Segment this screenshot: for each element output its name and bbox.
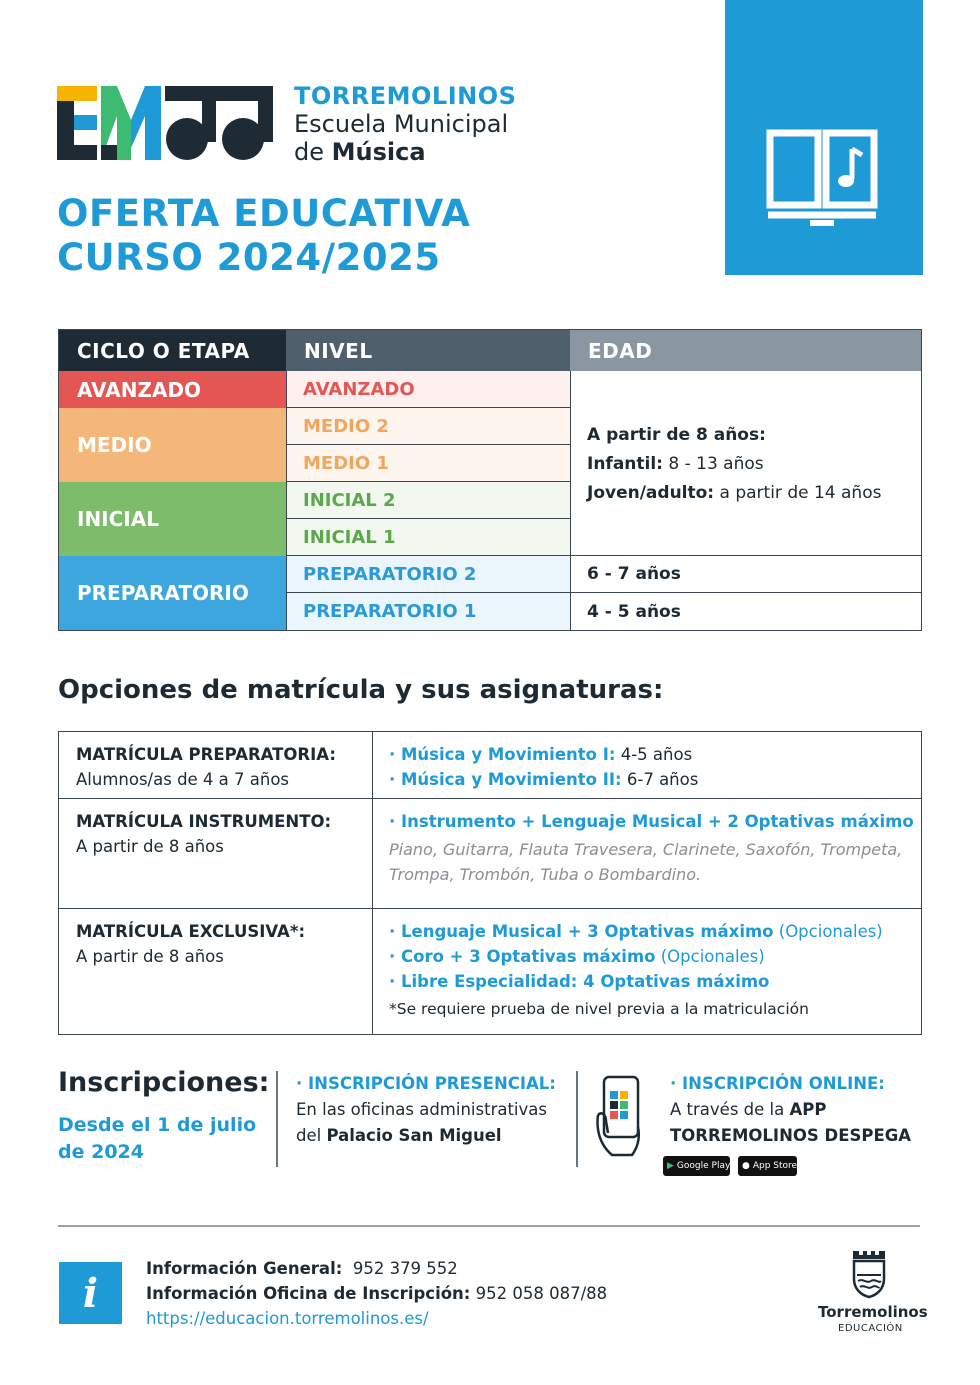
info-icon: i: [59, 1262, 122, 1324]
age-prep-2: 6 - 7 años: [571, 556, 921, 593]
title-line2: CURSO 2024/2025: [57, 236, 441, 279]
presencial-line2: del Palacio San Miguel: [296, 1126, 502, 1145]
emdd-logo: [57, 86, 273, 160]
inscripcion-presencial: [296, 1071, 556, 1149]
inscripciones-date: Desde el 1 de julio de 2024: [58, 1114, 257, 1163]
page-title: [57, 192, 470, 280]
subject-item: · Libre Especialidad: 4 Optativas máximo: [389, 972, 770, 991]
levels-header: [59, 330, 921, 371]
option-desc: Alumnos/as de 4 a 7 años: [76, 770, 290, 789]
play-icon: ▶: [667, 1161, 674, 1171]
option-desc: A partir de 8 años: [76, 947, 224, 966]
town-name: Torremolinos: [818, 1303, 928, 1321]
inscripciones-title: Inscripciones:: [58, 1067, 270, 1098]
age-infantil: Infantil: 8 - 13 años: [587, 454, 764, 474]
online-title: · INSCRIPCIÓN ONLINE:: [670, 1074, 885, 1093]
instrument-list: Piano, Guitarra, Flauta Travesera, Clarinete, Saxofón, Trompeta, Trompa, Trombón, Tuba o Bombardino.: [389, 840, 903, 884]
subject-item: · Lenguaje Musical + 3 Optativas máximo (Opcionales): [389, 922, 883, 941]
option-row-exclusiva: [59, 909, 921, 1034]
online-line1: A través de la APP: [670, 1100, 827, 1119]
header-ciclo: CICLO O ETAPA: [59, 330, 286, 371]
subject-item: · Música y Movimiento I: 4-5 años: [389, 745, 693, 764]
level-medio-1: MEDIO 1: [287, 445, 570, 482]
school-name: [294, 82, 516, 166]
phone-app-icon: [594, 1075, 650, 1159]
subject-item: · Música y Movimiento II: 6-7 años: [389, 770, 699, 789]
level-inicial-1: INICIAL 1: [287, 519, 570, 556]
cycle-preparatorio: PREPARATORIO: [59, 556, 286, 630]
title-line1: OFERTA EDUCATIVA: [57, 192, 471, 235]
music-book-panel: [725, 0, 923, 275]
apple-icon: ●: [742, 1161, 750, 1171]
age-column: [570, 371, 921, 630]
google-play-badge[interactable]: [663, 1156, 730, 1176]
level-preparatorio-1: PREPARATORIO 1: [287, 593, 570, 630]
city-name: TORREMOLINOS: [294, 82, 517, 110]
office-info: Información Oficina de Inscripción: 952 058 087/88: [146, 1284, 608, 1303]
inscripcion-online: [670, 1071, 911, 1149]
google-play-label: Google Play: [676, 1161, 731, 1171]
divider: [576, 1071, 578, 1167]
school-line1: Escuela Municipal: [294, 110, 509, 138]
levels-table: [58, 329, 922, 631]
level-medio-2: MEDIO 2: [287, 408, 570, 445]
education-link[interactable]: https://educacion.torremolinos.es/: [146, 1309, 429, 1328]
option-name: MATRÍCULA INSTRUMENTO:: [76, 812, 332, 831]
subject-item: · Coro + 3 Optativas máximo (Opcionales): [389, 947, 765, 966]
contact-info: [146, 1256, 607, 1331]
option-row-instrumento: [59, 799, 921, 909]
app-store-badge[interactable]: [738, 1156, 797, 1176]
options-title: Opciones de matrícula y sus asignaturas:: [58, 675, 664, 705]
footer-divider: [58, 1225, 920, 1227]
presencial-title: · INSCRIPCIÓN PRESENCIAL:: [296, 1074, 556, 1093]
cycle-medio: MEDIO: [59, 408, 286, 482]
divider: [276, 1071, 278, 1167]
torremolinos-crest-icon: [851, 1249, 887, 1299]
cycle-inicial: INICIAL: [59, 482, 286, 556]
age-joven: Joven/adulto: a partir de 14 años: [587, 483, 882, 503]
level-column: [286, 371, 570, 630]
level-avanzado: AVANZADO: [287, 371, 570, 408]
header-edad: EDAD: [570, 330, 921, 371]
level-inicial-2: INICIAL 2: [287, 482, 570, 519]
music-book-icon: [766, 127, 878, 227]
age-prep-1: 4 - 5 años: [587, 601, 681, 622]
presencial-line1: En las oficinas administrativas: [296, 1100, 547, 1119]
option-desc: A partir de 8 años: [76, 837, 224, 856]
age-main-title: A partir de 8 años:: [587, 425, 766, 445]
header-nivel: NIVEL: [286, 330, 570, 371]
online-line2: TORREMOLINOS DESPEGA: [670, 1126, 912, 1145]
option-name: MATRÍCULA EXCLUSIVA*:: [76, 922, 306, 941]
department-name: EDUCACIÓN: [838, 1323, 903, 1334]
options-table: [58, 731, 922, 1035]
app-store-label: App Store: [752, 1161, 798, 1171]
option-name: MATRÍCULA PREPARATORIA:: [76, 745, 336, 764]
cycle-column: [59, 371, 286, 630]
level-preparatorio-2: PREPARATORIO 2: [287, 556, 570, 593]
subject-item: · Instrumento + Lenguaje Musical + 2 Optativas máximo: [389, 812, 914, 831]
level-test-note: *Se requiere prueba de nivel previa a la matriculación: [389, 1000, 809, 1018]
age-main: [571, 371, 921, 556]
cycle-avanzado: AVANZADO: [59, 371, 286, 408]
school-line2: de Música: [294, 138, 426, 166]
option-row-preparatoria: [59, 732, 921, 799]
general-info: Información General: 952 379 552: [146, 1259, 458, 1278]
